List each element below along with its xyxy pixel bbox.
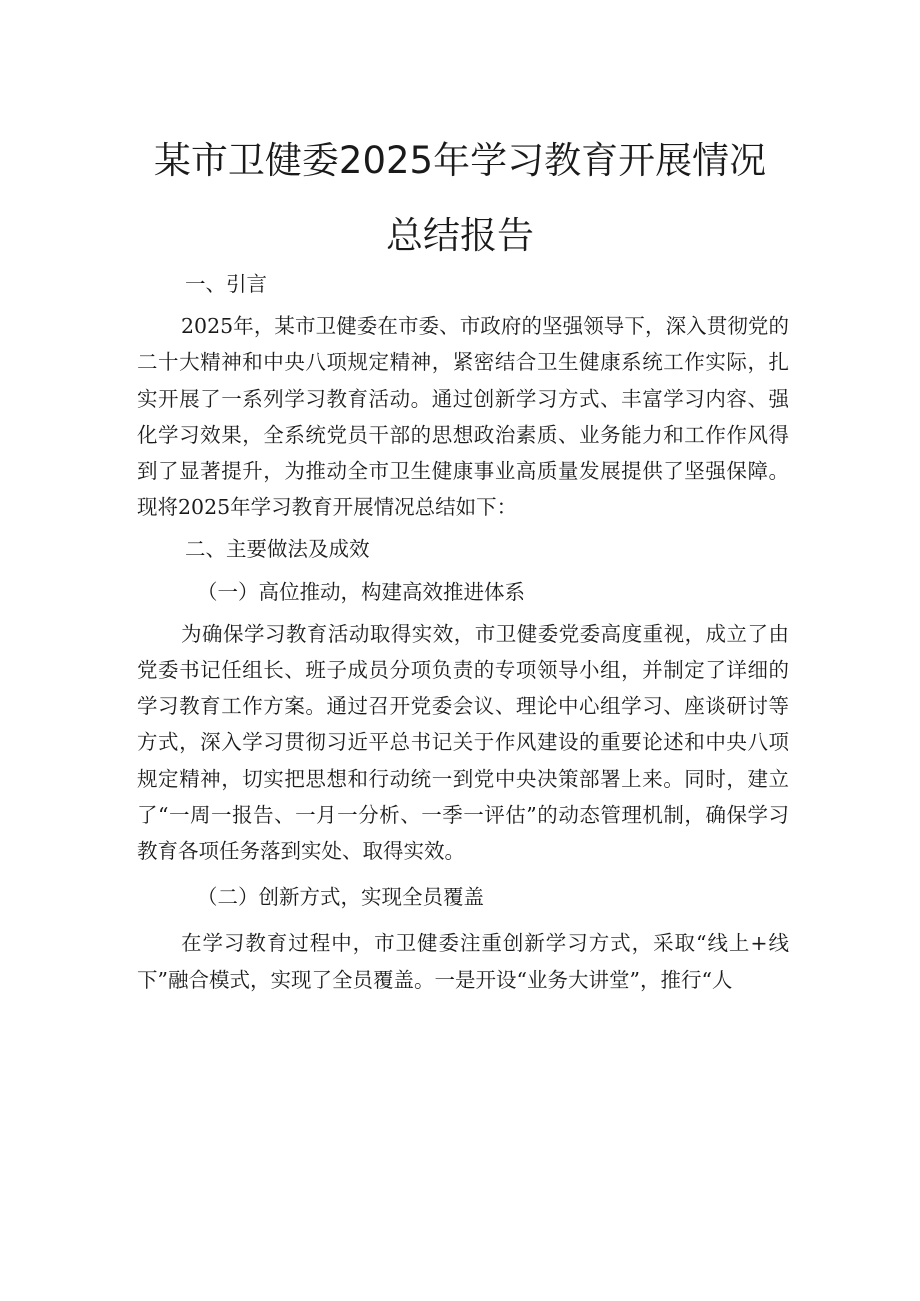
section-heading-intro: 一、引言 — [185, 272, 267, 296]
paragraph-subsection-1: 为确保学习教育活动取得实效，市卫健委党委高度重视，成立了由党委书记任组长、班子成员分项负责的专项领导小组，并制定了详细的学习教育工作方案。通过召开党委会议、理论中心组学习、座谈研讨等方式，深入学习贯彻习近平总书记关于作风建设的重要论述和中央八项规定精神，切实把思想和行动统一到党中央决策部署上来。同时，建立了“一周一报告、一月一分析、一季一评估”的动态管理机制，确保学习教育各项任务落到实处、取得实效。 — [137, 621, 789, 864]
document-title-line1: 某市卫健委2025年学习教育开展情况 — [153, 139, 767, 182]
subsection-heading-2: （二）创新方式，实现全员覆盖 — [197, 885, 484, 910]
section-heading-practices: 二、主要做法及成效 — [185, 537, 370, 562]
document-title-line2: 总结报告 — [386, 214, 534, 257]
paragraph-subsection-2: 在学习教育过程中，市卫健委注重创新学习方式，采取“线上+线下”融合模式，实现了全员覆盖。一是开设“业务大讲堂”，推行“人 — [137, 931, 789, 992]
subsection-heading-1: （一）高位推动，构建高效推进体系 — [197, 579, 525, 604]
document-body — [137, 266, 789, 998]
paragraph-intro: 2025年，某市卫健委在市委、市政府的坚强领导下，深入贯彻党的二十大精神和中央八项规定精神，紧密结合卫生健康系统工作实际，扎实开展了一系列学习教育活动。通过创新学习方式、丰富学习内容、强化学习效果，全系统党员干部的思想政治素质、业务能力和工作作风得到了显著提升，为推动全市卫生健康事业高质量发展提供了坚强保障。现将2025年学习教育开展情况总结如下： — [137, 314, 789, 520]
